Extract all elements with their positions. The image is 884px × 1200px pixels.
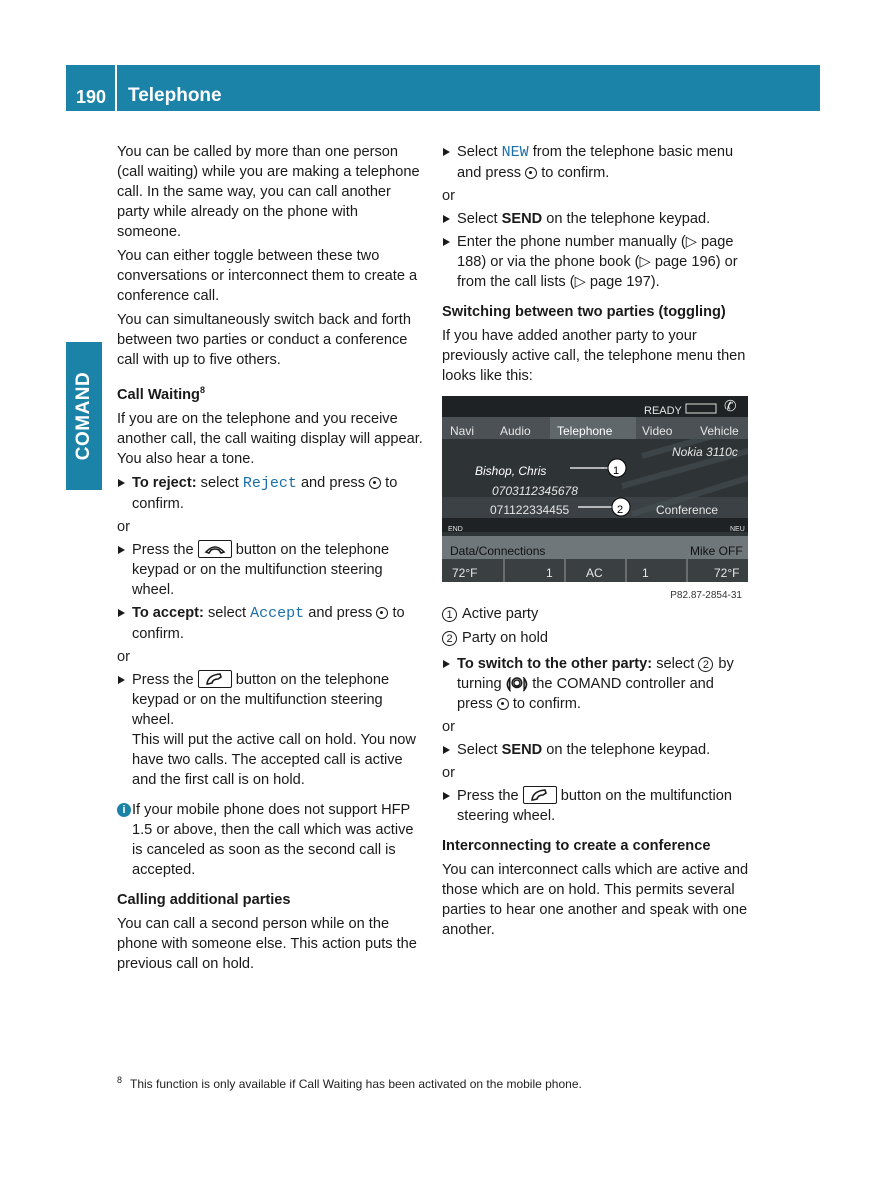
or-label: or [442,719,455,735]
temp-left: 72°F [452,566,478,580]
tab-navi[interactable]: Navi [450,424,475,438]
accept-note: This will put the active call on hold. You now have two calls. The accepted call is active and the first call is on hold. [132,731,416,788]
call-waiting-paragraph: If you are on the telephone and you receive another call, the call waiting display will appear. You also hear a tone. [117,410,423,467]
phone-signal-icon: ✆ [724,398,737,415]
conference-heading: Interconnecting to create a conference [442,838,711,854]
chapter-tab-label: COMAND [73,371,94,461]
accept-softkey: Accept [250,604,305,622]
answer-call-button-icon [198,670,232,688]
new-softkey: NEW [501,144,529,161]
conference-option[interactable]: Conference [656,503,719,517]
or-label: or [117,648,130,665]
switch-paragraph: You can simultaneously switch back and forth between two parties or conduct a conference call with up to five others. [117,312,411,368]
callout-1: 1 [613,465,620,477]
legend-active-party: 1 Active party [442,604,750,624]
tab-telephone[interactable]: Telephone [557,424,613,438]
toggling-paragraph: If you have added another party to your previously active call, the telephone menu then looks like this: [442,328,746,384]
comand-display [442,396,748,582]
callout-2: 2 [617,504,624,516]
or-label: or [117,518,130,535]
reject-button-step: Press the button on the telephone keypad or on the multifunction steering wheel. [117,540,424,600]
reject-softkey: Reject [242,474,297,492]
enter-number-step: Enter the phone number manually (▷ page 188) or via the phone book (▷ page 196) or from the call lists (▷ page 197). [442,232,750,292]
accept-step: To accept: select Accept and press to confirm. [117,603,424,644]
chapter-tab [66,342,102,490]
footnote-number: 8 [117,1075,123,1085]
controller-turn-icon: ⟬◎⟭ [505,676,529,692]
controller-press-icon [376,607,388,619]
or-label: or [442,765,455,781]
tab-vehicle[interactable]: Vehicle [700,424,739,438]
controller-press-icon [369,477,381,489]
page-number: 190 [76,87,107,107]
ac-label: AC [586,566,603,580]
neu-key: NEU [730,526,745,533]
end-key: END [448,526,463,533]
status-ready: READY [644,405,682,417]
accept-button-step: Press the button on the telephone keypad or on the multifunction steering wheel. This will put the active call on hold. You now have two calls. The accepted call is active and the first call is on hold. [117,670,424,790]
reject-step: To reject: select Reject and press to confirm. [117,473,424,514]
fan-right: 1 [642,566,649,580]
intro-paragraph: You can be called by more than one person (call waiting) while you are making a telephone call. In the same way, you can call another party while already on the phone with someone. [117,144,420,240]
hold-party-number[interactable]: 071122334455 [490,503,570,517]
select-send-step-2: Select SEND on the telephone keypad. [442,740,750,760]
press-button-step: Press the button on the multifunction steering wheel. [442,786,750,826]
hang-up-button-icon [198,540,232,558]
left-column [117,142,424,978]
tab-audio[interactable]: Audio [500,424,531,438]
page-title: Telephone [128,85,222,106]
toggle-paragraph: You can either toggle between these two conversations or interconnect them to create a conference call. [117,248,418,304]
legend-party-on-hold: 2 Party on hold [442,628,750,648]
data-connections-item[interactable]: Data/Connections [450,544,546,558]
select-new-step: Select NEW from the telephone basic menu and press to confirm. [442,142,750,183]
mike-item[interactable]: Mike OFF [690,544,743,558]
active-party-name[interactable]: Bishop, Chris [475,464,547,478]
additional-parties-paragraph: You can call a second person while on the phone with someone else. This action puts the previous call on hold. [117,915,417,972]
select-send-step: Select SEND on the telephone keypad. [442,209,750,229]
controller-press-icon [497,698,509,710]
figure-reference: P82.87-2854-31 [670,590,742,601]
footnote [117,1075,582,1091]
active-party-number: 0703112345678 [492,484,578,498]
additional-parties-heading: Calling additional parties [117,891,291,908]
switch-party-step: To switch to the other party: select 2 by turning ⟬◎⟭ the COMAND controller and press to confirm. [442,654,750,714]
telephone-menu-figure [442,396,748,600]
page-header [66,65,820,111]
info-icon: i [117,803,131,817]
right-column [442,142,750,944]
fan-left: 1 [546,566,553,580]
info-note: i If your mobile phone does not support HFP 1.5 or above, then the call which was active is canceled as soon as the second call is accepted. [117,800,424,880]
header-divider [115,65,117,111]
controller-press-icon [525,167,537,179]
tab-video[interactable]: Video [642,424,673,438]
toggling-heading: Switching between two parties (toggling) [442,304,726,320]
footnote-text: This function is only available if Call Waiting has been activated on the mobile phone. [130,1077,582,1091]
or-label: or [442,188,455,204]
phone-model: Nokia 3110c [672,445,738,459]
temp-right: 72°F [714,566,740,580]
answer-call-button-icon [523,786,557,804]
conference-paragraph: You can interconnect calls which are active and those which are on hold. This permits several parties to hear one another and speak with one another. [442,862,749,938]
call-waiting-heading: Call Waiting$^8$ [117,385,205,403]
